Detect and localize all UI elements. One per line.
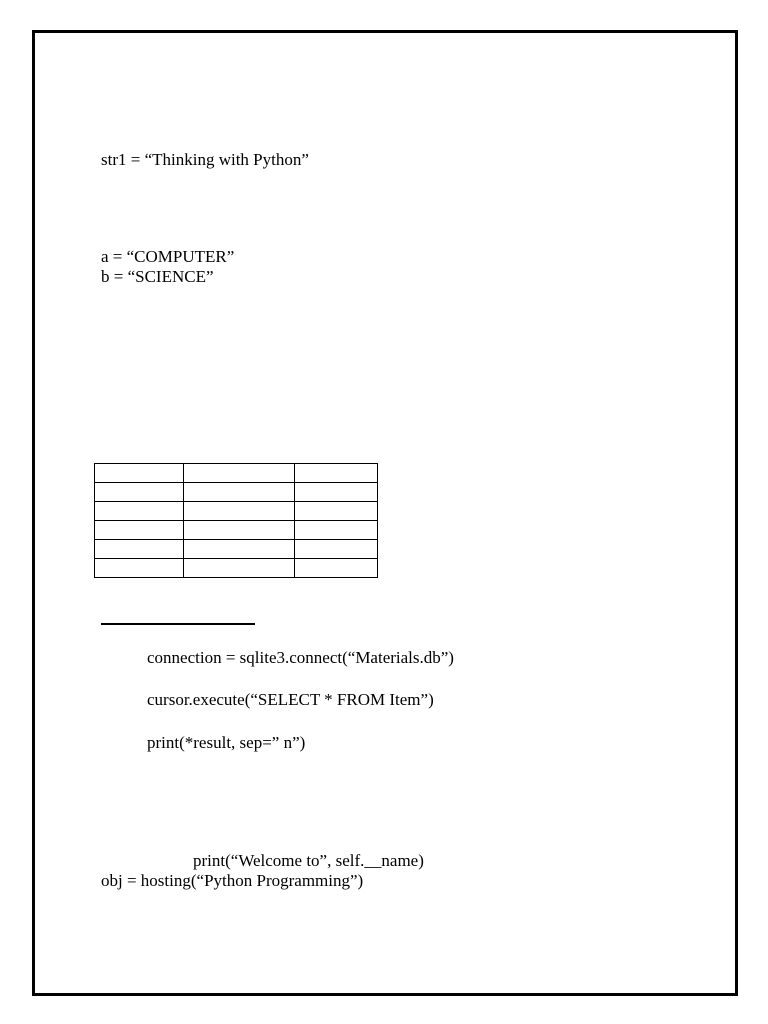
table-cell <box>295 521 378 540</box>
table-cell <box>95 464 184 483</box>
table-cell <box>295 502 378 521</box>
table-row <box>95 540 378 559</box>
table-cell <box>295 464 378 483</box>
table-cell <box>184 502 295 521</box>
table-row <box>95 559 378 578</box>
print-welcome-line: print(“Welcome to”, self.__name) <box>193 851 424 870</box>
blank-table-body <box>95 464 378 578</box>
table-cell <box>295 559 378 578</box>
table-cell <box>95 483 184 502</box>
table-cell <box>184 540 295 559</box>
blank-table <box>94 463 378 578</box>
table-cell <box>184 521 295 540</box>
table-row <box>95 521 378 540</box>
table-cell <box>95 502 184 521</box>
answer-blank-line <box>101 623 255 625</box>
obj-hosting-line: obj = hosting(“Python Programming”) <box>101 871 364 890</box>
print-result-line: print(*result, sep=” n”) <box>147 733 306 752</box>
table-cell <box>95 540 184 559</box>
table-row <box>95 483 378 502</box>
table-cell <box>184 464 295 483</box>
table-cell <box>95 521 184 540</box>
table-row <box>95 502 378 521</box>
str1-assignment: str1 = “Thinking with Python” <box>101 150 309 169</box>
table-cell <box>95 559 184 578</box>
sqlite-connect-line: connection = sqlite3.connect(“Materials.db”) <box>147 648 454 667</box>
a-assignment: a = “COMPUTER” <box>101 247 235 266</box>
table-row <box>95 464 378 483</box>
table-cell <box>295 483 378 502</box>
cursor-execute-line: cursor.execute(“SELECT * FROM Item”) <box>147 690 434 709</box>
table-cell <box>295 540 378 559</box>
b-assignment: b = “SCIENCE” <box>101 267 214 286</box>
table-cell <box>184 559 295 578</box>
table-cell <box>184 483 295 502</box>
